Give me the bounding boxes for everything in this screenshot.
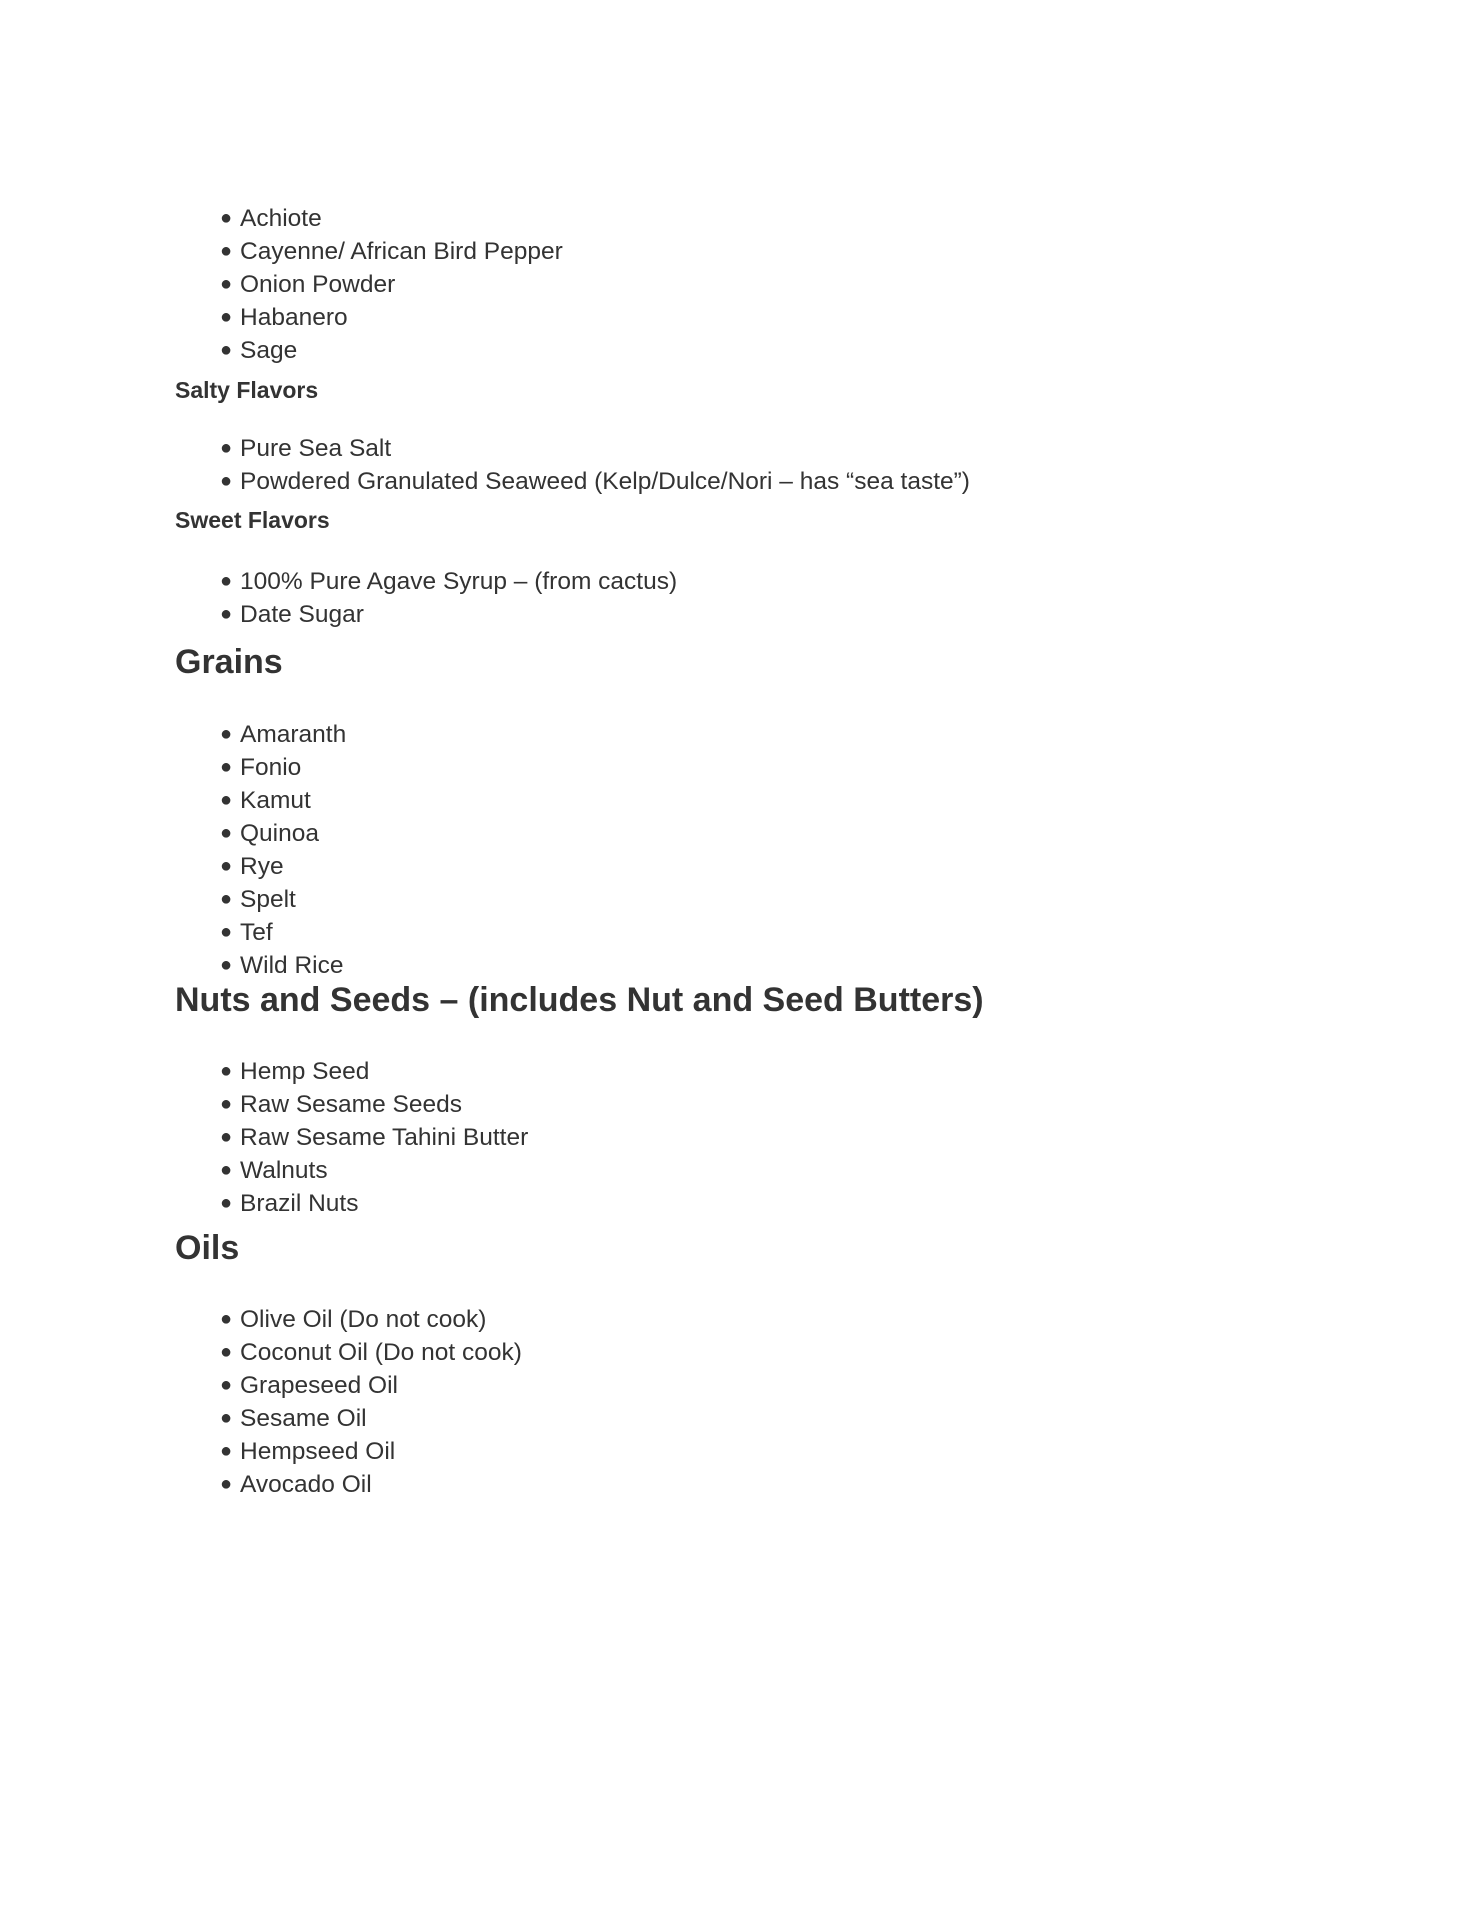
oils-heading: Oils [175, 1229, 240, 1267]
bullet-icon: ● [220, 822, 233, 844]
list-item: ● Rye [220, 850, 346, 883]
bullet-icon: ● [220, 273, 233, 295]
list-item: ● Pure Sea Salt [220, 432, 970, 465]
bullet-icon: ● [220, 888, 233, 910]
bullet-icon: ● [220, 570, 233, 592]
bullet-icon: ● [220, 1440, 233, 1462]
bullet-icon: ● [220, 1192, 233, 1214]
seasonings-list [220, 202, 563, 367]
list-item: ● Sesame Oil [220, 1402, 522, 1435]
list-item: ● Hempseed Oil [220, 1435, 522, 1468]
list-item: ● Habanero [220, 301, 563, 334]
bullet-icon: ● [220, 437, 233, 459]
list-item: ● 100% Pure Agave Syrup – (from cactus) [220, 565, 677, 598]
sweet-flavors-heading: Sweet Flavors [175, 507, 330, 533]
list-item: ● Hemp Seed [220, 1055, 528, 1088]
list-item: ● Powdered Granulated Seaweed (Kelp/Dulce/Nori – has “sea taste”) [220, 465, 970, 498]
bullet-icon: ● [220, 954, 233, 976]
salty-flavors-heading: Salty Flavors [175, 377, 319, 403]
bullet-icon: ● [220, 1341, 233, 1363]
list-item: ● Achiote [220, 202, 563, 235]
bullet-icon: ● [220, 1093, 233, 1115]
bullet-icon: ● [220, 789, 233, 811]
list-item: ● Kamut [220, 784, 346, 817]
bullet-icon: ● [220, 756, 233, 778]
list-item: ● Date Sugar [220, 598, 677, 631]
bullet-icon: ● [220, 1126, 233, 1148]
bullet-icon: ● [220, 240, 233, 262]
nuts-and-seeds-list [220, 1055, 528, 1220]
list-item: ● Onion Powder [220, 268, 563, 301]
list-item: ● Walnuts [220, 1154, 528, 1187]
bullet-icon: ● [220, 1374, 233, 1396]
list-item: ● Amaranth [220, 718, 346, 751]
list-item: ● Raw Sesame Seeds [220, 1088, 528, 1121]
list-item: ● Grapeseed Oil [220, 1369, 522, 1402]
grains-heading: Grains [175, 643, 283, 681]
list-item: ● Brazil Nuts [220, 1187, 528, 1220]
list-item: ● Fonio [220, 751, 346, 784]
bullet-icon: ● [220, 921, 233, 943]
bullet-icon: ● [220, 306, 233, 328]
oils-list [220, 1303, 522, 1501]
list-item: ● Tef [220, 916, 346, 949]
bullet-icon: ● [220, 207, 233, 229]
list-item: ● Quinoa [220, 817, 346, 850]
bullet-icon: ● [220, 723, 233, 745]
list-item: ● Spelt [220, 883, 346, 916]
list-item: ● Raw Sesame Tahini Butter [220, 1121, 528, 1154]
bullet-icon: ● [220, 470, 233, 492]
nuts-and-seeds-heading: Nuts and Seeds – (includes Nut and Seed Butters) [175, 981, 984, 1019]
list-item: ● Cayenne/ African Bird Pepper [220, 235, 563, 268]
list-item: ● Avocado Oil [220, 1468, 522, 1501]
bullet-icon: ● [220, 1473, 233, 1495]
list-item: ● Sage [220, 334, 563, 367]
list-item: ● Wild Rice [220, 949, 346, 982]
list-item: ● Olive Oil (Do not cook) [220, 1303, 522, 1336]
bullet-icon: ● [220, 339, 233, 361]
sweet-flavors-list [220, 565, 677, 631]
list-item: ● Coconut Oil (Do not cook) [220, 1336, 522, 1369]
bullet-icon: ● [220, 1060, 233, 1082]
grains-list [220, 718, 346, 982]
bullet-icon: ● [220, 855, 233, 877]
bullet-icon: ● [220, 1159, 233, 1181]
bullet-icon: ● [220, 1308, 233, 1330]
salty-flavors-list [220, 432, 970, 498]
bullet-icon: ● [220, 1407, 233, 1429]
bullet-icon: ● [220, 603, 233, 625]
